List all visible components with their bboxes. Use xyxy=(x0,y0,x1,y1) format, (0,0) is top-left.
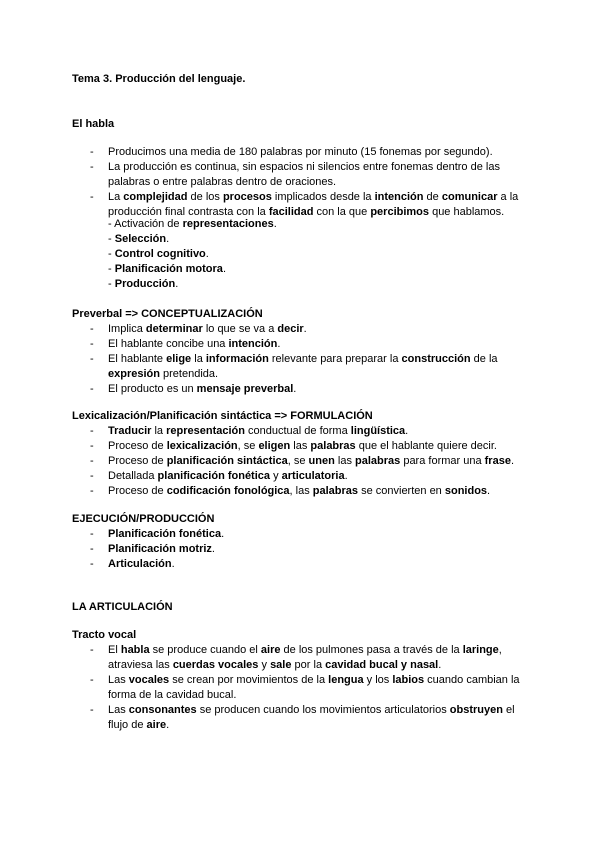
sublist-item: - Producción. xyxy=(108,278,179,290)
list-item: - Proceso de planificación sintáctica, se unen las palabras para formar una frase. xyxy=(72,454,532,469)
heading-lexicalizacion: Lexicalización/Planificación sintáctica => FORMULACIÓN xyxy=(72,410,373,422)
list-item: - Articulación. xyxy=(72,557,532,572)
heading-el-habla: El habla xyxy=(72,118,115,130)
list-item: - La complejidad de los procesos implicados desde la intención de comunicar a la producción final contrasta con la facilidad con la que percibimos que hablamos. xyxy=(72,190,532,220)
list-item: - El habla se produce cuando el aire de los pulmones pasa a través de la laringe, atraviesa las cuerdas vocales y sale por la cavidad bucal y nasal. xyxy=(72,643,532,673)
list-item: - La producción es continua, sin espacios ni silencios entre fonemas dentro de las palabras o entre palabras dentro de oraciones. xyxy=(72,160,532,190)
heading-ejecucion: EJECUCIÓN/PRODUCCIÓN xyxy=(72,513,215,525)
sublist-item: - Selección. xyxy=(108,233,170,245)
sublist-habla xyxy=(108,217,277,292)
list-item: - Planificación fonética. xyxy=(72,527,532,542)
list-item: - El hablante elige la información relevante para preparar la construcción de la expresión pretendida. xyxy=(72,352,532,382)
list-item: - Producimos una media de 180 palabras por minuto (15 fonemas por segundo). xyxy=(72,145,532,160)
heading-tracto-vocal: Tracto vocal xyxy=(72,629,137,641)
list-el-habla xyxy=(72,145,532,220)
sublist-item: - Activación de representaciones. xyxy=(108,218,277,230)
list-ejecucion xyxy=(72,527,532,572)
list-item: - Planificación motriz. xyxy=(72,542,532,557)
list-item: - El hablante concibe una intención. xyxy=(72,337,532,352)
list-item: - Traducir la representación conductual de forma lingüística. xyxy=(72,424,532,439)
sublist-item: - Control cognitivo. xyxy=(108,248,209,260)
list-item: - Proceso de lexicalización, se eligen las palabras que el hablante quiere decir. xyxy=(72,439,532,454)
list-lexicalizacion xyxy=(72,424,532,499)
list-item: - El producto es un mensaje preverbal. xyxy=(72,382,532,397)
document-title: Tema 3. Producción del lenguaje. xyxy=(72,73,246,85)
list-item: - Proceso de codificación fonológica, las palabras se convierten en sonidos. xyxy=(72,484,532,499)
list-tracto-vocal xyxy=(72,643,532,733)
list-item: - Las consonantes se producen cuando los movimientos articulatorios obstruyen el flujo de aire. xyxy=(72,703,532,733)
list-item: - Implica determinar lo que se va a decir. xyxy=(72,322,532,337)
list-item: - Detallada planificación fonética y articulatoria. xyxy=(72,469,532,484)
heading-la-articulacion: LA ARTICULACIÓN xyxy=(72,601,173,613)
list-item: - Las vocales se crean por movimientos de la lengua y los labios cuando cambian la forma de la cavidad bucal. xyxy=(72,673,532,703)
heading-preverbal: Preverbal => CONCEPTUALIZACIÓN xyxy=(72,308,263,320)
list-preverbal xyxy=(72,322,532,397)
sublist-item: - Planificación motora. xyxy=(108,263,226,275)
